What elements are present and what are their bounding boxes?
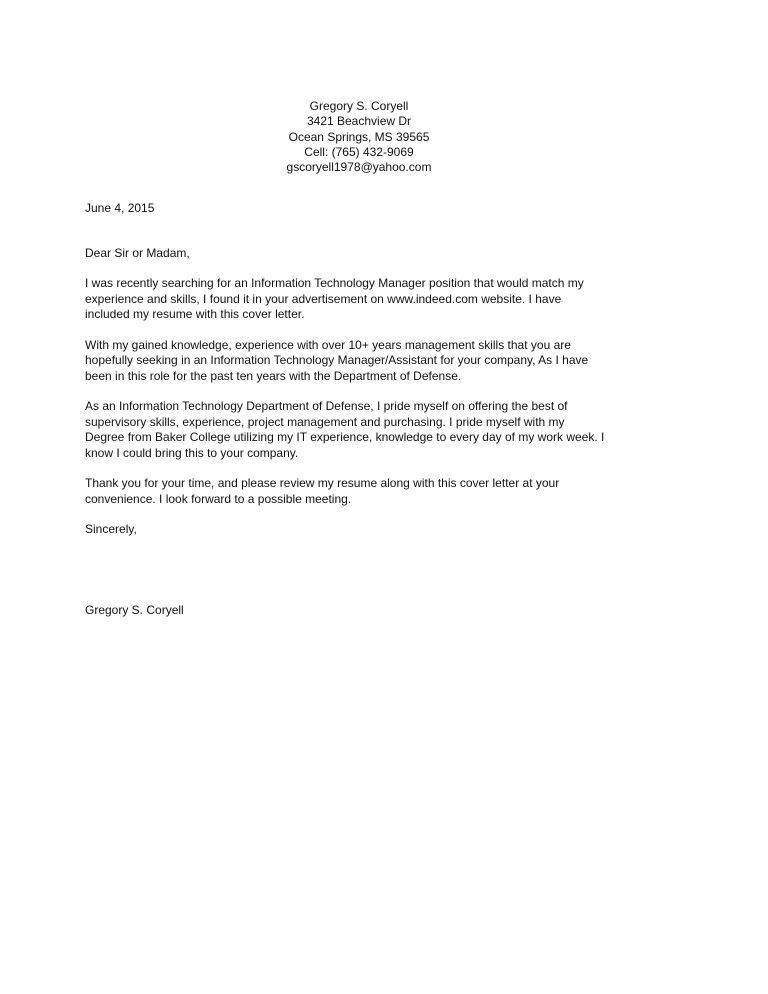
paragraph-line: I was recently searching for an Information Technology Manager position that would match my (85, 276, 584, 290)
sender-city: Ocean Springs, MS 39565 (288, 129, 430, 144)
paragraph-line: been in this role for the past ten years with the Department of Defense. (85, 368, 462, 383)
sender-cell: Cell: (765) 432-9069 (304, 144, 414, 159)
paragraph-4 (85, 476, 685, 507)
paragraph-line: experience and skills, I found it in your advertisement on www.indeed.com website. I have (85, 291, 562, 306)
paragraph-line: convenience. I look forward to a possible meeting. (85, 491, 352, 506)
paragraph-3 (85, 399, 685, 461)
letter-signature: Gregory S. Coryell (85, 602, 184, 617)
paragraph-line: hopefully seeking in an Information Technology Manager/Assistant for your company, As I have (85, 353, 589, 367)
sender-name: Gregory S. Coryell (309, 99, 409, 113)
letter-greeting: Dear Sir or Madam, (85, 245, 190, 260)
sender-email: gscoryell1978@yahoo.com (286, 160, 432, 175)
paragraph-2 (85, 338, 685, 385)
paragraph-line: included my resume with this cover letter. (85, 307, 305, 321)
sender-street: 3421 Beachview Dr (306, 114, 412, 129)
letter-body (85, 201, 685, 618)
sender-address-block (234, 99, 484, 175)
paragraph-line: With my gained knowledge, experience with over 10+ years management skills that you are (85, 337, 571, 352)
letter-closing: Sincerely, (85, 522, 137, 536)
paragraph-line: Degree from Baker College utilizing my IT experience, knowledge to every day of my work week. I (85, 430, 605, 444)
paragraph-line: As an Information Technology Department of Defense, I pride myself on offering the best of (85, 399, 568, 413)
letter-date: June 4, 2015 (85, 201, 155, 215)
paragraph-1 (85, 276, 685, 323)
paragraph-line: supervisory skills, experience, project management and purchasing. I pride myself with my (85, 414, 565, 429)
paragraph-line: know I could bring this to your company. (85, 445, 299, 460)
paragraph-line: Thank you for your time, and please review my resume along with this cover letter at your (85, 476, 560, 490)
